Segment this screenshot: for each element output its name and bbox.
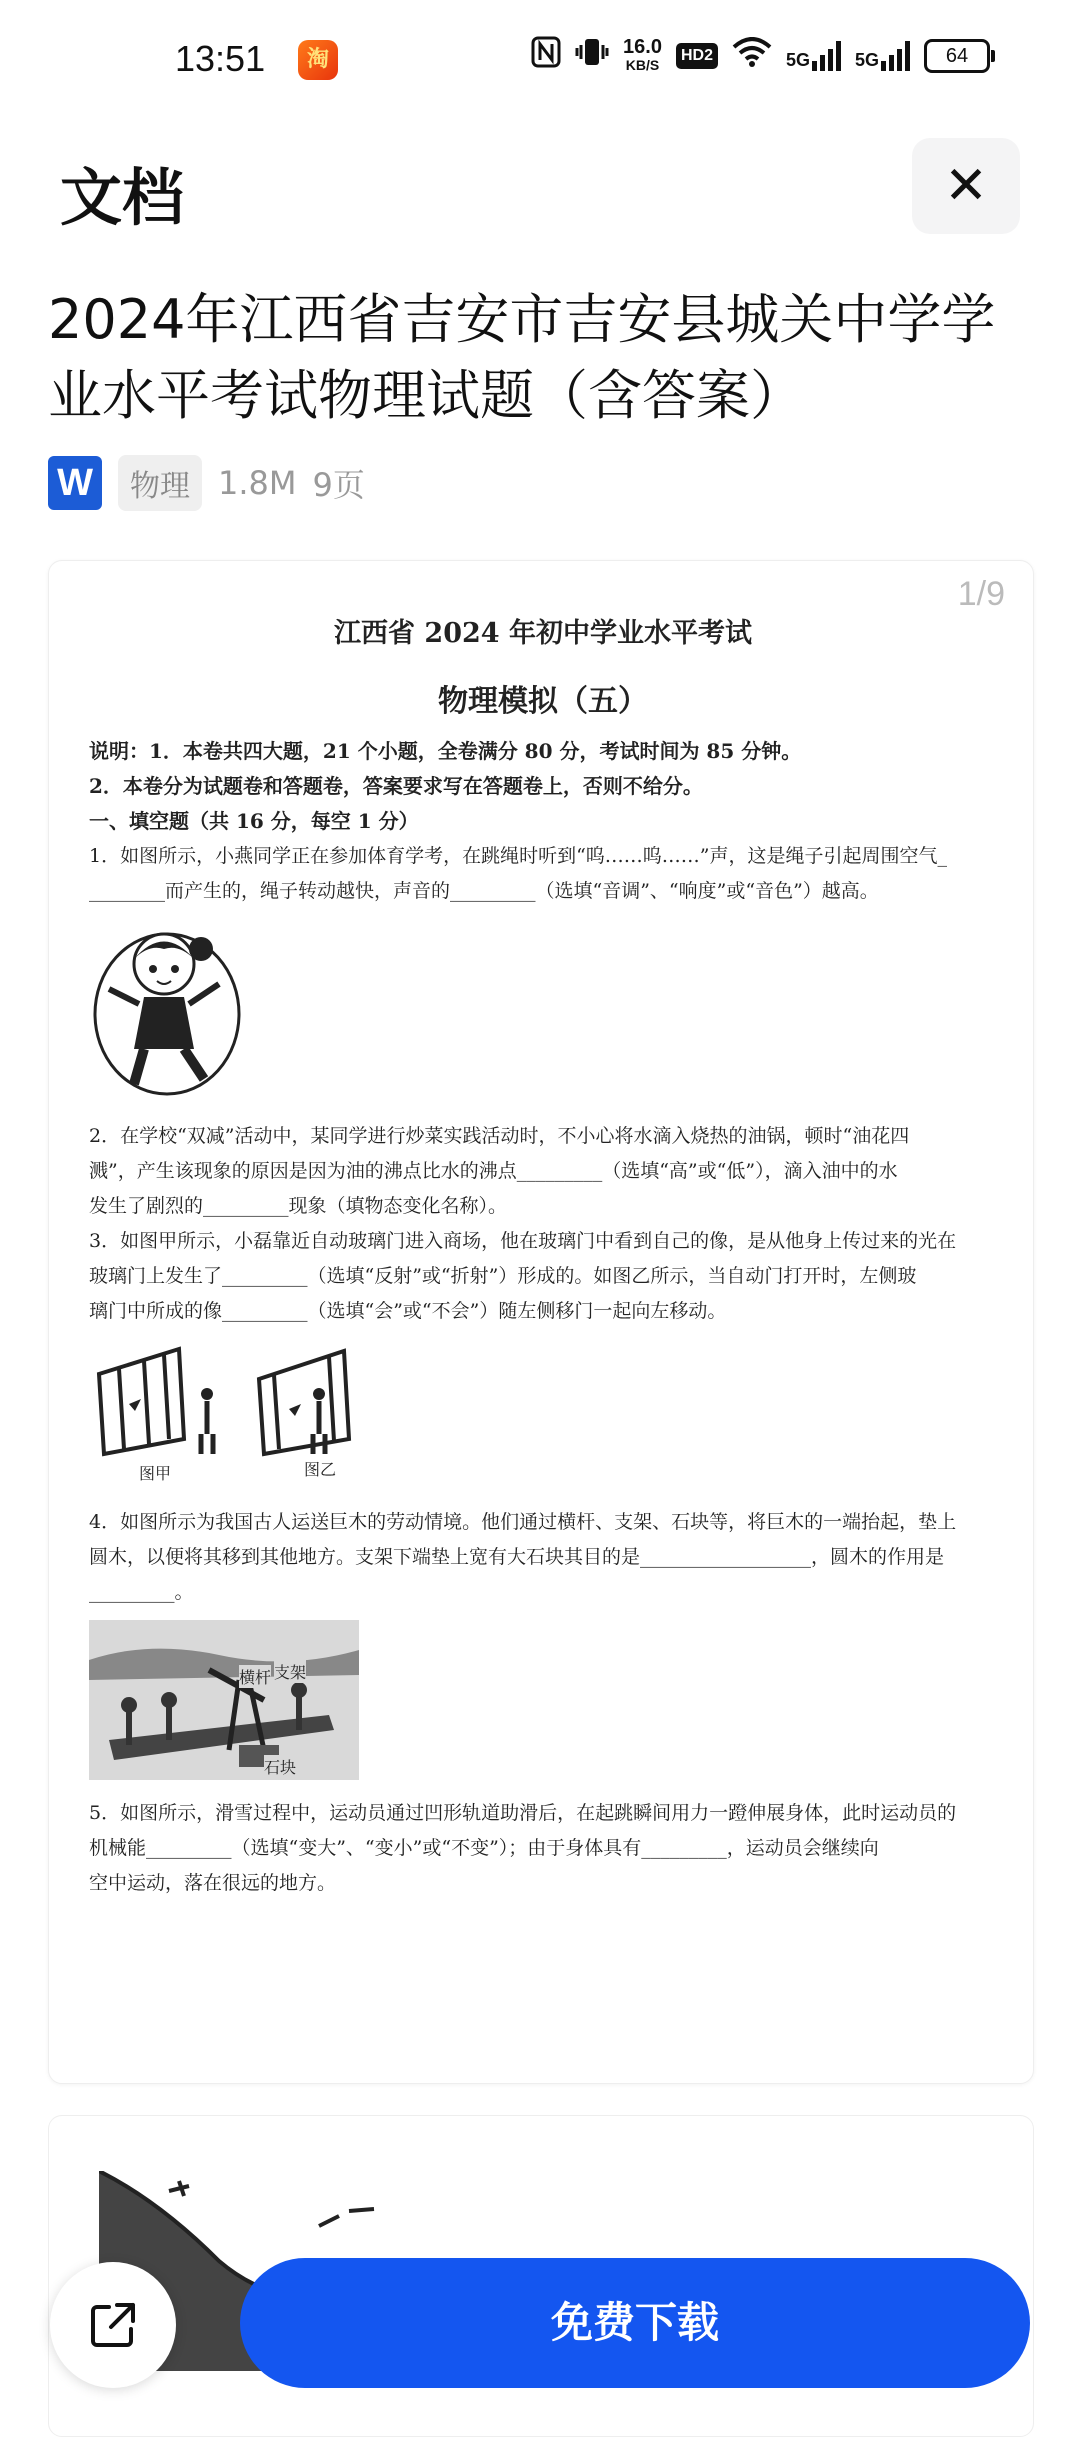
page-indicator: 1/9 [957, 575, 1005, 613]
question-5-line-3: 空中运动，落在很远的地方。 [89, 1872, 337, 1894]
free-download-button[interactable]: 免费下载 [240, 2258, 1030, 2388]
file-size: 1.8M [218, 464, 297, 502]
question-4-line-2: 圆木，以便将其移到其他地方。支架下端垫上宽有大石块其目的是__________________，圆木的作用是 [89, 1546, 945, 1568]
figure-label-lever: 横杆 [239, 1665, 271, 1688]
subject-tag[interactable]: 物理 [118, 455, 202, 511]
glass-door-figure [89, 1339, 389, 1489]
log-transport-drawing [89, 1620, 359, 1780]
question-2-line-1: 2．在学校“双减”活动中，某同学进行炒菜实践活动时，不小心将水滴入烧热的油锅，顿时“油花四 [89, 1125, 910, 1147]
section-heading: 一、填空题（共 16 分，每空 1 分） [89, 809, 419, 833]
question-2-line-3: 发生了剧烈的_________现象（填物态变化名称）。 [89, 1195, 508, 1217]
question-4-line-3: _________。 [89, 1581, 194, 1603]
question-3-line-1: 3．如图甲所示，小磊靠近自动玻璃门进入商场，他在玻璃门中看到自己的像，是从他身上传过来的光在 [89, 1230, 957, 1252]
page-title: 文档 [60, 161, 185, 234]
signal-5g-1 [786, 41, 841, 71]
figure-label-yi: 图乙 [304, 1460, 337, 1479]
net-speed-value: 16.0 [623, 36, 662, 58]
document-meta [48, 455, 365, 511]
status-time: 13:51 [175, 38, 266, 79]
exam-subtitle: 物理模拟（五） [438, 684, 648, 719]
signal-5g-2 [855, 41, 910, 71]
signal-bars-icon [812, 41, 841, 71]
question-4-line-1: 4．如图所示为我国古人运送巨木的劳动情境。他们通过横杆、支架、石块等，将巨木的一端抬起，垫上 [89, 1511, 957, 1533]
figure-label-jia: 图甲 [139, 1464, 172, 1483]
question-5-line-1: 5．如图所示，滑雪过程中，运动员通过凹形轨道助滑后，在起跳瞬间用力一蹬伸展身体，此时运动员的 [89, 1802, 957, 1824]
question-1-line-2: ________而产生的，绳子转动越快，声音的_________（选填“音调”、“响度”或“音色”）越高。 [89, 880, 879, 902]
word-file-icon: W [48, 456, 102, 510]
question-2-line-2: 溅”，产生该现象的原因是因为油的沸点比水的沸点_________（选填“高”或“低”），滴入油中的水 [89, 1160, 898, 1182]
close-button[interactable] [912, 138, 1020, 234]
wifi-icon [732, 37, 772, 75]
hd-badge: HD2 [676, 43, 718, 69]
exam-title: 江西省 2024 年初中学业水平考试 [334, 618, 752, 649]
exam-note-2: 2．本卷分为试题卷和答题卷，答案要求写在答题卷上，否则不给分。 [89, 774, 703, 798]
figure-label-stone: 石块 [264, 1755, 296, 1778]
status-icons [531, 36, 990, 76]
taobao-app-icon: 淘 [298, 40, 338, 80]
exam-note-1: 说明：1．本卷共四大题，21 个小题，全卷满分 80 分，考试时间为 85 分钟。 [89, 739, 802, 763]
signal-5g-2-label: 5G [854, 50, 879, 70]
signal-bars-icon [881, 41, 910, 71]
close-icon: ✕ [944, 156, 988, 216]
document-title: 2024年江西省吉安市吉安县城关中学学业水平考试物理试题（含答案） [48, 288, 996, 427]
page-count: 9页 [312, 466, 365, 504]
status-bar [0, 0, 1080, 120]
jump-rope-girl-figure [89, 919, 249, 1099]
nfc-icon [531, 36, 561, 76]
log-transport-figure [89, 1620, 359, 1780]
question-5-line-2: 机械能_________（选填“变大”、“变小”或“不变”）；由于身体具有_________，运动员会继续向 [89, 1837, 879, 1859]
battery-icon: 64 [924, 39, 990, 73]
question-3-line-2: 玻璃门上发生了_________（选填“反射”或“折射”）形成的。如图乙所示，当自动门打开时，左侧玻 [89, 1265, 917, 1287]
net-speed [623, 38, 662, 74]
net-speed-unit: KB/S [625, 57, 660, 73]
document-page-preview[interactable] [48, 560, 1034, 2084]
vibrate-icon [575, 36, 609, 76]
figure-label-support: 支架 [274, 1660, 306, 1683]
signal-5g-1-label: 5G [785, 50, 810, 70]
paper-content [89, 611, 997, 1901]
glass-door-drawing [89, 1339, 389, 1464]
share-button[interactable] [50, 2262, 176, 2388]
share-icon [87, 2299, 139, 2351]
question-1-line-1: 1．如图所示，小燕同学正在参加体育学考，在跳绳时听到“呜……呜……”声，这是绳子引起周围空气_ [89, 845, 948, 867]
question-3-line-3: 璃门中所成的像_________（选填“会”或“不会”）随左侧移门一起向左移动。 [89, 1300, 727, 1322]
